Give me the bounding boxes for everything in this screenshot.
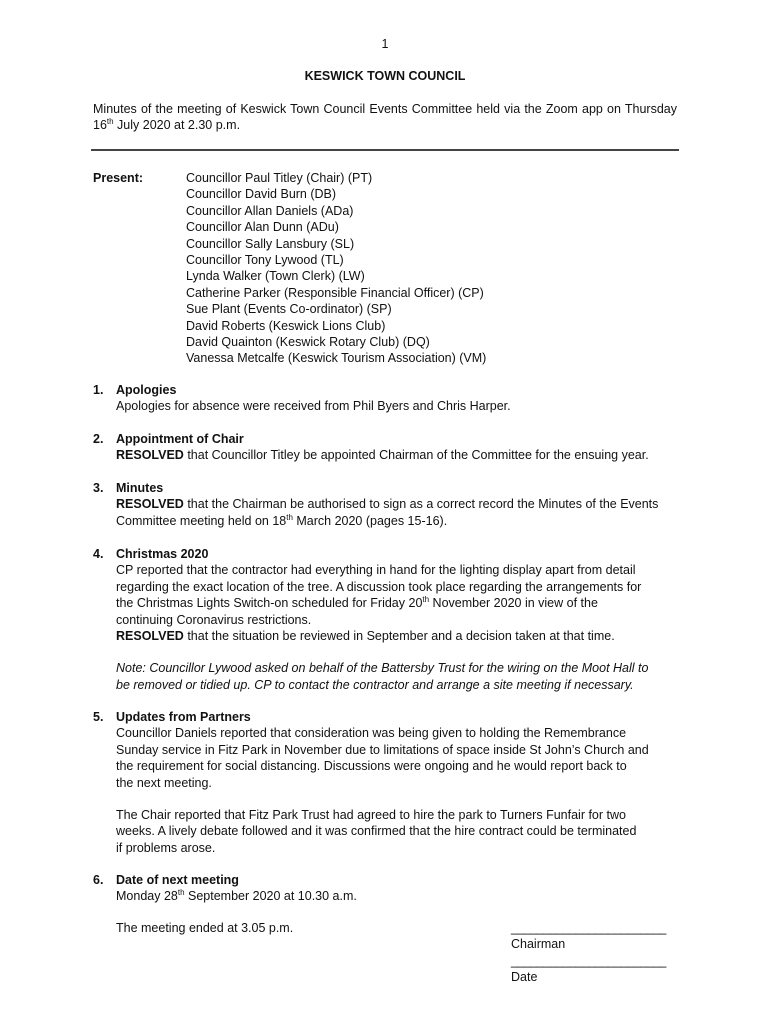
attendee: Councillor Sally Lansbury (SL)	[186, 236, 355, 251]
document-title: KESWICK TOWN COUNCIL	[304, 69, 466, 83]
item-number: 3.	[93, 481, 104, 495]
attendee: David Roberts (Keswick Lions Club)	[186, 318, 386, 333]
resolution-text: that the situation be reviewed in September and a decision taken at that time.	[183, 629, 615, 644]
resolved-label: RESOLVED	[116, 448, 184, 463]
text-line: continuing Coronavirus restrictions.	[116, 612, 312, 627]
item-text	[116, 496, 681, 529]
attendee: Catherine Parker (Responsible Financial Officer) (CP)	[186, 285, 484, 300]
attendee: Councillor Paul Titley (Chair) (PT)	[186, 171, 373, 185]
horizontal-divider	[91, 149, 679, 151]
attendee: Sue Plant (Events Co-ordinator) (SP)	[186, 302, 392, 317]
attendee: David Quainton (Keswick Rotary Club) (DQ)	[186, 335, 430, 350]
item-number: 6.	[93, 873, 104, 887]
chairman-signature-line: ________________________	[511, 921, 666, 935]
resolution-text: that Councillor Titley be appointed Chairman of the Committee for the ensuing year.	[183, 448, 649, 463]
text-line: the next meeting.	[116, 775, 212, 790]
present-label: Present:	[93, 171, 144, 185]
text-line: if problems arose.	[116, 840, 216, 855]
attendee-list	[186, 170, 486, 367]
item-updates-from-partners	[93, 709, 683, 856]
closing-statement: The meeting ended at 3.05 p.m.	[116, 921, 294, 935]
attendee: Councillor Tony Lywood (TL)	[186, 253, 344, 268]
item-heading: Apologies	[116, 383, 177, 397]
item-number: 4.	[93, 547, 104, 561]
text-line: regarding the exact location of the tree. A discussion took place regarding the arrangements for	[116, 579, 642, 594]
intro-text: Minutes of the meeting of Keswick Town Council Events Committee held via the Zoom app on Thursday 16	[93, 102, 677, 133]
text-segment: Monday 28	[116, 889, 178, 904]
attendee: Vanessa Metcalfe (Keswick Tourism Association) (VM)	[186, 351, 487, 366]
item-heading: Date of next meeting	[116, 873, 239, 887]
item-appointment-of-chair	[93, 431, 683, 464]
intro-text-end: July 2020 at 2.30 p.m.	[113, 118, 241, 133]
meeting-intro	[93, 101, 677, 134]
date-superscript: th	[422, 595, 430, 605]
item-heading: Christmas 2020	[116, 547, 209, 561]
text-line: The Chair reported that Fitz Park Trust had agreed to hire the park to Turners Funfair for two	[116, 808, 626, 823]
date-superscript: th	[177, 888, 185, 898]
date-label: Date	[511, 970, 538, 984]
item-text	[116, 447, 683, 463]
resolution-text: that the Chairman be authorised to sign as a correct record the Minutes of the Events Committee meeting held on 18	[116, 497, 659, 528]
text-line: weeks. A lively debate followed and it was confirmed that the hire contract could be terminated	[116, 824, 637, 839]
attendee: Lynda Walker (Town Clerk) (LW)	[186, 269, 365, 284]
text-segment: the Christmas Lights Switch-on scheduled for Friday 20	[116, 596, 423, 611]
date-signature-line: ________________________	[511, 954, 666, 968]
attendee: Councillor Allan Daniels (ADa)	[186, 203, 354, 218]
item-text: Apologies for absence were received from Phil Byers and Chris Harper.	[116, 399, 511, 414]
intro-superscript: th	[106, 117, 114, 127]
item-apologies	[93, 382, 683, 415]
resolved-label: RESOLVED	[116, 629, 184, 644]
item-christmas-2020	[93, 546, 683, 693]
text-line: the requirement for social distancing. Discussions were ongoing and he would report back to	[116, 759, 627, 774]
item-number: 2.	[93, 432, 104, 446]
text-segment: September 2020 at 10.30 a.m.	[184, 889, 357, 904]
note-line: be removed or tidied up. CP to contact the contractor and arrange a site meeting if necessary.	[116, 677, 634, 692]
item-date-of-next-meeting	[93, 872, 683, 905]
page-number: 1	[381, 37, 389, 51]
text-line: Councillor Daniels reported that consideration was being given to holding the Remembrance	[116, 726, 627, 741]
item-text	[116, 888, 683, 904]
item-heading: Updates from Partners	[116, 710, 251, 724]
attendee: Councillor Alan Dunn (ADu)	[186, 220, 339, 235]
note-line: Note: Councillor Lywood asked on behalf of the Battersby Trust for the wiring on the Moot Hall to	[116, 661, 649, 676]
item-heading: Appointment of Chair	[116, 432, 244, 446]
resolution-line	[116, 628, 683, 644]
text-line: Sunday service in Fitz Park in November due to limitations of space inside St John’s Church and	[116, 742, 649, 757]
chairman-label: Chairman	[511, 937, 566, 951]
date-superscript: th	[286, 512, 293, 522]
text-segment: November 2020 in view of the	[429, 596, 598, 611]
text-line	[116, 595, 683, 611]
item-number: 1.	[93, 383, 104, 397]
text-line: CP reported that the contractor had everything in hand for the lighting display apart from detail	[116, 563, 636, 578]
item-number: 5.	[93, 710, 104, 724]
resolved-label: RESOLVED	[116, 497, 184, 512]
attendee: Councillor David Burn (DB)	[186, 187, 337, 202]
item-heading: Minutes	[116, 481, 164, 495]
item-minutes	[93, 480, 683, 529]
resolution-text-end: March 2020 (pages 15-16).	[292, 513, 448, 528]
